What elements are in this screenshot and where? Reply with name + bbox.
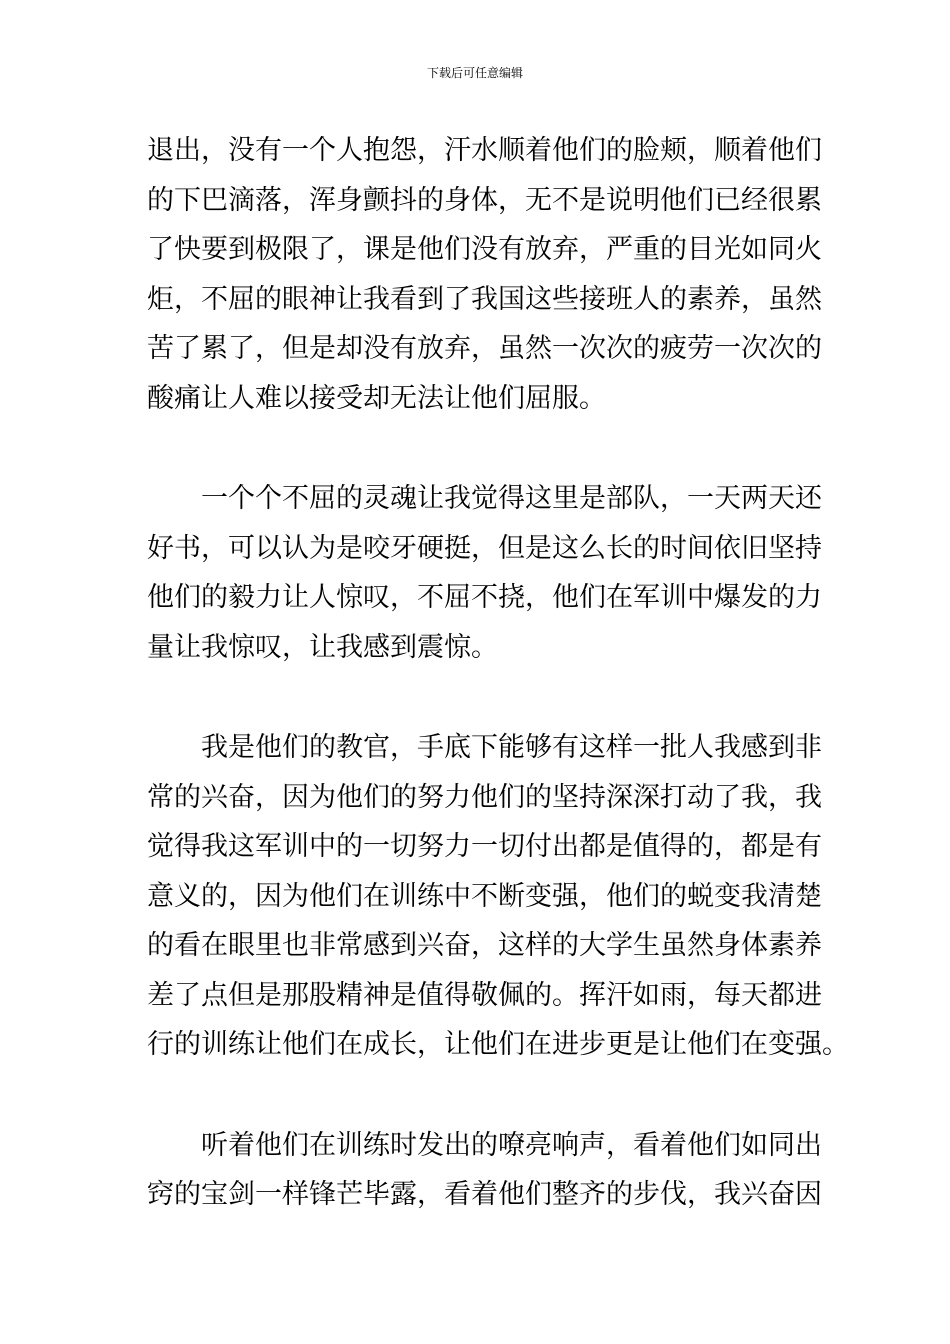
text-line: 量让我惊叹，让我感到震惊。 — [147, 631, 498, 663]
text-line: 一个个不屈的灵魂让我觉得这里是部队，一天两天还 — [201, 483, 822, 514]
text-line: 苦了累了，但是却没有放弃，虽然一次次的疲劳一次次的 — [147, 333, 822, 364]
text-line: 听着他们在训练时发出的嘹亮响声，看着他们如同出 — [201, 1129, 822, 1161]
text-line: 差了点但是那股精神是值得敬佩的。挥汗如雨，每天都进 — [147, 979, 822, 1011]
paragraph-1 — [147, 126, 822, 423]
text-line: 炬，不屈的眼神让我看到了我国这些接班人的素养，虽然 — [147, 283, 822, 315]
text-line: 的下巴滴落，浑身颤抖的身体，无不是说明他们已经很累 — [147, 184, 822, 216]
text-line: 觉得我这军训中的一切努力一切付出都是值得的，都是有 — [147, 831, 822, 862]
document-body — [147, 126, 849, 1271]
paragraph-3 — [147, 723, 849, 1070]
text-line: 了快要到极限了，课是他们没有放弃，严重的目光如同火 — [147, 234, 822, 265]
text-line: 行的训练让他们在成长，让他们在进步更是让他们在变强。 — [147, 1029, 849, 1060]
text-line: 窍的宝剑一样锋芒毕露，看着他们整齐的步伐，我兴奋因 — [147, 1179, 822, 1210]
paragraph-4 — [147, 1121, 822, 1220]
text-line: 意义的，因为他们在训练中不断变强，他们的蜕变我清楚 — [147, 880, 822, 912]
paragraph-2 — [147, 474, 822, 672]
page-header: 下载后可任意编辑 — [426, 66, 523, 80]
text-line: 退出，没有一个人抱怨，汗水顺着他们的脸颊，顺着他们 — [147, 135, 822, 166]
text-line: 酸痛让人难以接受却无法让他们屈服。 — [147, 382, 606, 414]
text-line: 他们的毅力让人惊叹，不屈不挠，他们在军训中爆发的力 — [147, 582, 822, 613]
text-line: 好书，可以认为是咬牙硬挺，但是这么长的时间依旧坚持 — [147, 532, 822, 564]
text-line: 我是他们的教官，手底下能够有这样一批人我感到非 — [201, 732, 822, 763]
text-line: 常的兴奋，因为他们的努力他们的坚持深深打动了我，我 — [147, 781, 822, 813]
text-line: 的看在眼里也非常感到兴奋，这样的大学生虽然身体素养 — [147, 930, 822, 961]
